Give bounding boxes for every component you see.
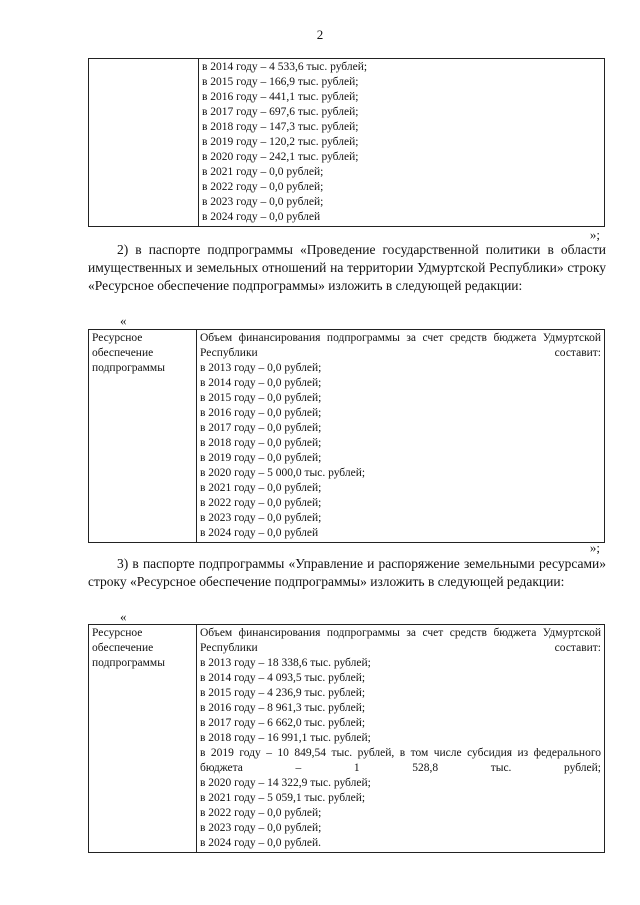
funding-line: в 2024 году – 0,0 рублей bbox=[200, 527, 319, 539]
funding-cell bbox=[197, 330, 605, 543]
funding-line: в 2014 году – 4 093,5 тыс. рублей; bbox=[200, 672, 366, 684]
funding-line: в 2020 году – 242,1 тыс. рублей; bbox=[202, 151, 359, 163]
funding-line-2019: в 2019 году – 10 849,54 тыс. рублей, в том числе субсидия из федерального бюджета – 1 528,8 тыс. рублей; bbox=[200, 747, 601, 774]
open-quote: « bbox=[120, 313, 127, 328]
funding-line: в 2013 году – 0,0 рублей; bbox=[200, 362, 322, 374]
funding-line: в 2018 году – 147,3 тыс. рублей; bbox=[202, 121, 359, 133]
funding-line: в 2022 году – 0,0 рублей; bbox=[200, 807, 322, 819]
label-cell bbox=[89, 625, 197, 853]
funding-line: в 2016 году – 0,0 рублей; bbox=[200, 407, 322, 419]
paragraph-item-2 bbox=[88, 241, 606, 295]
funding-line: в 2018 году – 0,0 рублей; bbox=[200, 437, 322, 449]
funding-line: в 2015 году – 166,9 тыс. рублей; bbox=[202, 76, 359, 88]
funding-line: в 2013 году – 18 338,6 тыс. рублей; bbox=[200, 657, 371, 669]
funding-line: в 2021 году – 0,0 рублей; bbox=[202, 166, 324, 178]
funding-line: в 2014 году – 0,0 рублей; bbox=[200, 377, 322, 389]
table-subprogram-land bbox=[88, 624, 605, 853]
table-subprogram-property bbox=[88, 329, 605, 543]
label-cell-empty bbox=[89, 59, 199, 227]
paragraph-item-3-text: 3) в паспорте подпрограммы «Управление и распоряжение земельными ресурсами» строку «Ресурсное обеспечение подпрограммы» изложить в следующей редакции: bbox=[88, 556, 606, 589]
funding-line: в 2023 году – 0,0 рублей; bbox=[202, 196, 324, 208]
funding-line: в 2017 году – 0,0 рублей; bbox=[200, 422, 322, 434]
funding-line: в 2016 году – 441,1 тыс. рублей; bbox=[202, 91, 359, 103]
close-quote: »; bbox=[589, 227, 600, 242]
funding-line: в 2019 году – 0,0 рублей; bbox=[200, 452, 322, 464]
funding-line: в 2020 году – 14 322,9 тыс. рублей; bbox=[200, 777, 371, 789]
resource-label: Ресурсное обеспечение подпрограммы bbox=[92, 627, 165, 669]
resource-label: Ресурсное обеспечение подпрограммы bbox=[92, 332, 165, 374]
label-cell bbox=[89, 330, 197, 543]
funding-line: в 2023 году – 0,0 рублей; bbox=[200, 512, 322, 524]
funding-intro: Объем финансирования подпрограммы за счет средств бюджета Удмуртской Республики составит: bbox=[200, 332, 601, 359]
funding-line: в 2016 году – 8 961,3 тыс. рублей; bbox=[200, 702, 366, 714]
funding-line: в 2020 году – 5 000,0 тыс. рублей; bbox=[200, 467, 366, 479]
funding-line: в 2017 году – 6 662,0 тыс. рублей; bbox=[200, 717, 366, 729]
funding-intro: Объем финансирования подпрограммы за счет средств бюджета Удмуртской Республики составит: bbox=[200, 627, 601, 654]
funding-line: в 2018 году – 16 991,1 тыс. рублей; bbox=[200, 732, 371, 744]
funding-line: в 2023 году – 0,0 рублей; bbox=[200, 822, 322, 834]
open-quote: « bbox=[120, 609, 127, 624]
funding-line: в 2015 году – 4 236,9 тыс. рублей; bbox=[200, 687, 366, 699]
funding-line: в 2015 году – 0,0 рублей; bbox=[200, 392, 322, 404]
page-number: 2 bbox=[316, 27, 324, 42]
close-quote: »; bbox=[589, 540, 600, 555]
funding-line: в 2017 году – 697,6 тыс. рублей; bbox=[202, 106, 359, 118]
table-continuation bbox=[88, 58, 605, 227]
paragraph-item-3 bbox=[88, 555, 606, 591]
funding-line: в 2021 году – 5 059,1 тыс. рублей; bbox=[200, 792, 366, 804]
funding-cell bbox=[199, 59, 605, 227]
funding-line: в 2024 году – 0,0 рублей bbox=[202, 211, 321, 223]
funding-line: в 2024 году – 0,0 рублей. bbox=[200, 837, 322, 849]
funding-cell bbox=[197, 625, 605, 853]
funding-line: в 2019 году – 120,2 тыс. рублей; bbox=[202, 136, 359, 148]
funding-line: в 2014 году – 4 533,6 тыс. рублей; bbox=[202, 61, 368, 73]
funding-line: в 2021 году – 0,0 рублей; bbox=[200, 482, 322, 494]
funding-line: в 2022 году – 0,0 рублей; bbox=[200, 497, 322, 509]
paragraph-item-2-text: 2) в паспорте подпрограммы «Проведение государственной политики в области имущественных и земельных отношений на территории Удмуртской Республики» строку «Ресурсное обеспечение подпрограммы» изложить в следующей редакции: bbox=[88, 242, 606, 293]
funding-line: в 2022 году – 0,0 рублей; bbox=[202, 181, 324, 193]
